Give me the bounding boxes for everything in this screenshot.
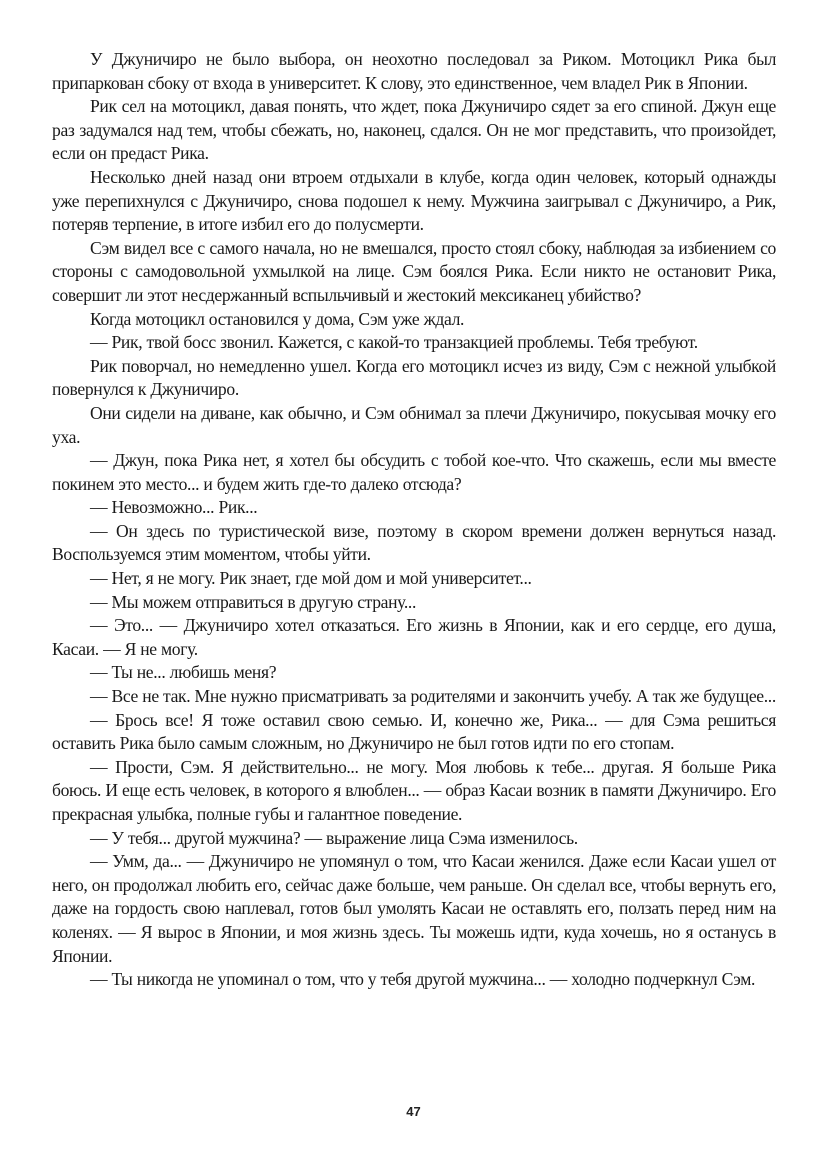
- paragraph: Рик сел на мотоцикл, давая понять, что ждет, пока Джуничиро сядет за его спиной. Джун еще раз задумался над тем, чтобы сбежать, но, наконец, сдался. Он не мог представить, что произойдет, если он предаст Рика.: [52, 96, 776, 164]
- paragraph: Несколько дней назад они втроем отдыхали в клубе, когда один человек, который однажды уже перепихнулся с Джуничиро, снова подошел к нему. Мужчина заигрывал с Джуничиро, а Рик, потеряв терпение, в итоге избил его до полусмерти.: [52, 166, 776, 235]
- dialogue-line: — Мы можем отправиться в другую страну...: [90, 591, 417, 612]
- dialogue-line: — Прости, Сэм. Я действительно... не могу. Моя любовь к тебе... другая. Я больше Рика боюсь. И еще есть человек, в которого я влюблен... — образ Касаи возник в памяти Джуничиро. Его прекрасная улыбка, полные губы и галантное поведение.: [52, 756, 776, 824]
- dialogue-line: — Джун, пока Рика нет, я хотел бы обсудить с тобой кое-что. Что скажешь, если мы вместе покинем это место... и будем жить где-то далеко отсюда?: [52, 450, 776, 494]
- page-number: 47: [406, 1104, 421, 1119]
- dialogue-line: — Он здесь по туристической визе, поэтому в скором времени должен вернуться назад. Воспользуемся этим моментом, чтобы уйти.: [52, 520, 776, 565]
- dialogue-line: — Умм, да... — Джуничиро не упомянул о том, что Касаи женился. Даже если Касаи ушел от него, он продолжал любить его, сейчас даже больше, чем раньше. Он сделал все, чтобы вернуть его, даже на гордость свою наплевал, готов был умолять Касаи не оставлять его, ползать перед ним на коленях. — Я вырос в Японии, и моя жизнь здесь. Ты можешь идти, куда хочешь, но я останусь в Японии.: [52, 851, 776, 966]
- dialogue-line: — Ты никогда не упоминал о том, что у тебя другой мужчина... — холодно подчеркнул Сэм.: [90, 969, 756, 990]
- dialogue-line: — Это... — Джуничиро хотел отказаться. Его жизнь в Японии, как и его сердце, его душа, Касаи. — Я не могу.: [52, 615, 776, 659]
- paragraph: Когда мотоцикл остановился у дома, Сэм уже ждал.: [90, 308, 465, 329]
- dialogue-line: — Брось все! Я тоже оставил свою семью. И, конечно же, Рика... — для Сэма решиться оставить Рика было самым сложным, но Джуничиро не был готов идти по его стопам.: [52, 709, 776, 754]
- paragraph: Рик поворчал, но немедленно ушел. Когда его мотоцикл исчез из виду, Сэм с нежной улыбкой повернулся к Джуничиро.: [52, 355, 776, 400]
- dialogue-line: — Невозможно... Рик...: [90, 497, 258, 518]
- document-page: [52, 48, 776, 992]
- dialogue-line: — Нет, я не могу. Рик знает, где мой дом и мой университет...: [90, 568, 532, 589]
- dialogue-line: — Рик, твой босс звонил. Кажется, с какой-то транзакцией проблемы. Тебя требуют.: [90, 332, 698, 353]
- paragraph: Они сидели на диване, как обычно, и Сэм обнимал за плечи Джуничиро, покусывая мочку его уха.: [52, 402, 776, 447]
- dialogue-line: — Все не так. Мне нужно присматривать за родителями и закончить учебу. А так же будущее...: [90, 686, 776, 707]
- dialogue-line: — У тебя... другой мужчина? — выражение лица Сэма изменилось.: [90, 827, 578, 848]
- paragraph: У Джуничиро не было выбора, он неохотно последовал за Риком. Мотоцикл Рика был припаркован сбоку от входа в университет. К слову, это единственное, чем владел Рик в Японии.: [52, 49, 776, 93]
- paragraph: Сэм видел все с самого начала, но не вмешался, просто стоял сбоку, наблюдая за избиением со стороны с самодовольной ухмылкой на лице. Сэм боялся Рика. Если никто не остановит Рика, совершит ли этот несдержанный вспыльчивый и жестокий мексиканец убийство?: [52, 237, 776, 305]
- dialogue-line: — Ты не... любишь меня?: [90, 662, 277, 683]
